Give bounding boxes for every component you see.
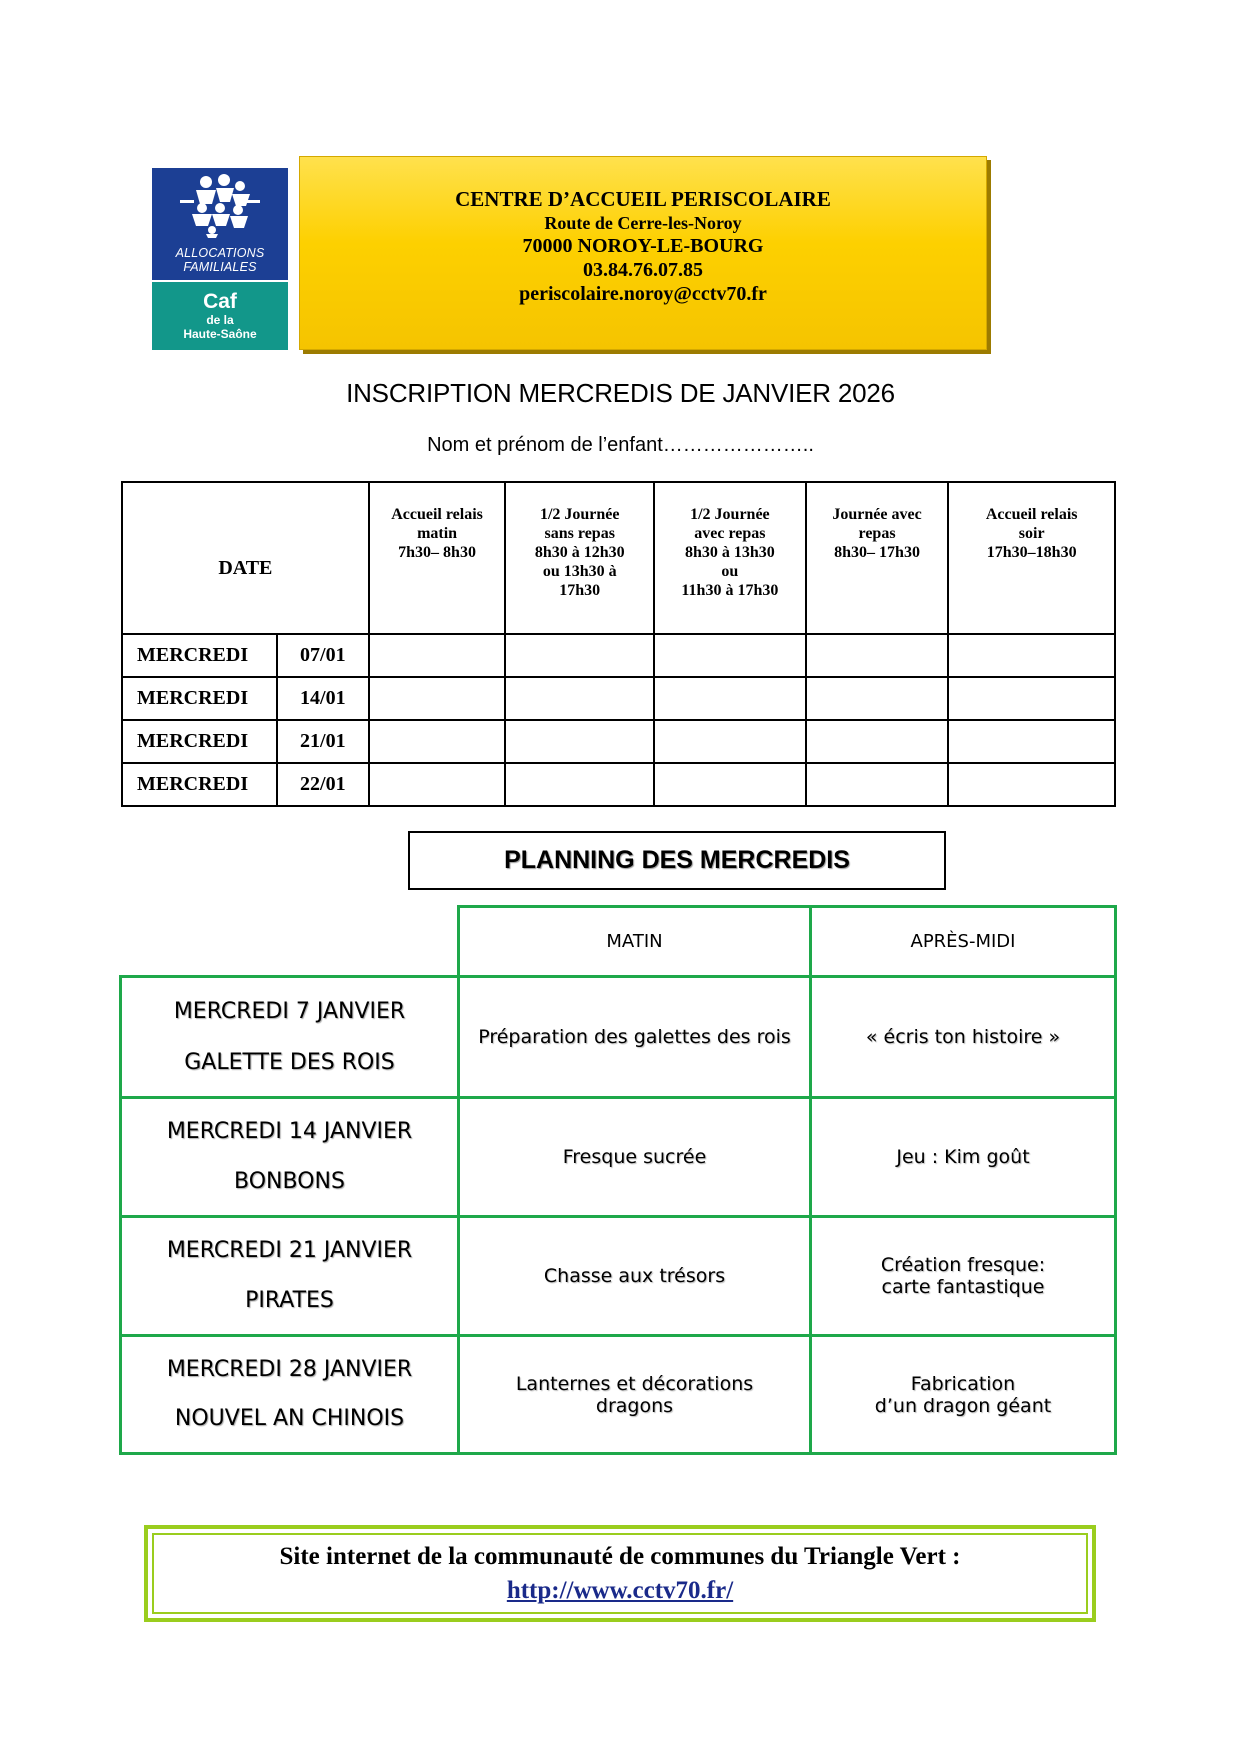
checkbox-cell[interactable] xyxy=(369,677,506,720)
centre-email: periscolaire.noroy@cctv70.fr xyxy=(519,283,767,305)
col-header-journee-avec-repas: Journée avec repas 8h30– 17h30 xyxy=(806,482,949,634)
planning-day-cell xyxy=(119,975,460,1099)
page-title: INSCRIPTION MERCREDIS DE JANVIER 2026 xyxy=(346,378,895,408)
logo-brand-line1: ALLOCATIONS xyxy=(175,246,265,260)
logo-brand-line2: FAMILIALES xyxy=(183,260,257,274)
row-day: MERCREDI xyxy=(122,634,277,677)
website-footer-inner xyxy=(152,1533,1088,1614)
planning-morning-activity: Lanternes et décorations dragons xyxy=(457,1334,812,1455)
planning-afternoon-activity: Fabrication d’un dragon géant xyxy=(809,1334,1117,1455)
row-date: 14/01 xyxy=(277,677,369,720)
checkbox-cell[interactable] xyxy=(505,677,654,720)
logo-top xyxy=(152,168,288,280)
footer-text: Site internet de la communauté de communes du Triangle Vert : xyxy=(279,1542,961,1570)
checkbox-cell[interactable] xyxy=(806,677,949,720)
checkbox-cell[interactable] xyxy=(505,634,654,677)
date-header: DATE xyxy=(122,482,369,634)
row-day: MERCREDI xyxy=(122,763,277,806)
checkbox-cell[interactable] xyxy=(948,720,1115,763)
row-day: MERCREDI xyxy=(122,720,277,763)
planning-day-cell xyxy=(119,1215,460,1337)
planning-header-morning: MATIN xyxy=(457,905,812,978)
checkbox-cell[interactable] xyxy=(369,763,506,806)
checkbox-cell[interactable] xyxy=(369,634,506,677)
website-link[interactable]: http://www.cctv70.fr/ xyxy=(506,1576,734,1604)
inscription-header-row xyxy=(122,482,1115,634)
checkbox-cell[interactable] xyxy=(505,763,654,806)
planning-morning-activity: Fresque sucrée xyxy=(457,1096,812,1218)
planning-day-cell xyxy=(119,1334,460,1455)
checkbox-cell[interactable] xyxy=(948,763,1115,806)
planning-morning-activity: Chasse aux trésors xyxy=(457,1215,812,1337)
planning-theme: GALETTE DES ROIS xyxy=(184,1049,395,1075)
checkbox-cell[interactable] xyxy=(806,763,949,806)
planning-afternoon-activity: Jeu : Kim goût xyxy=(809,1096,1117,1218)
planning-theme: PIRATES xyxy=(245,1288,334,1313)
table-row xyxy=(122,634,1115,677)
row-date: 21/01 xyxy=(277,720,369,763)
logo-bottom xyxy=(152,280,288,350)
row-date: 07/01 xyxy=(277,634,369,677)
inscription-table xyxy=(121,481,1116,807)
planning-theme: BONBONS xyxy=(234,1169,345,1194)
table-row xyxy=(122,720,1115,763)
col-header-accueil-matin: Accueil relais matin 7h30– 8h30 xyxy=(369,482,506,634)
planning-date: MERCREDI 14 JANVIER xyxy=(166,1119,413,1144)
family-figures-icon xyxy=(176,174,264,238)
centre-street: Route de Cerre-les-Noroy xyxy=(544,213,742,233)
planning-date: MERCREDI 21 JANVIER xyxy=(166,1238,413,1263)
planning-title: PLANNING DES MERCREDIS xyxy=(408,831,946,890)
checkbox-cell[interactable] xyxy=(654,677,806,720)
col-header-demi-sans-repas: 1/2 Journée sans repas 8h30 à 12h30 ou 13h30 à 17h30 xyxy=(505,482,654,634)
checkbox-cell[interactable] xyxy=(369,720,506,763)
centre-name: CENTRE D’ACCUEIL PERISCOLAIRE xyxy=(455,187,831,211)
row-date: 22/01 xyxy=(277,763,369,806)
checkbox-cell[interactable] xyxy=(948,634,1115,677)
planning-theme: NOUVEL AN CHINOIS xyxy=(174,1406,405,1432)
checkbox-cell[interactable] xyxy=(806,720,949,763)
caf-logo xyxy=(152,168,288,350)
planning-date: MERCREDI 28 JANVIER xyxy=(166,1356,413,1382)
row-day: MERCREDI xyxy=(122,677,277,720)
centre-address-box xyxy=(299,156,987,350)
centre-phone: 03.84.76.07.85 xyxy=(583,259,703,281)
planning-day-cell xyxy=(119,1096,460,1218)
child-name-field[interactable]: Nom et prénom de l’enfant………………….. xyxy=(427,434,814,456)
planning-header-afternoon: APRÈS-MIDI xyxy=(809,905,1117,978)
logo-caf: Caf xyxy=(203,290,237,313)
planning-afternoon-activity: Création fresque: carte fantastique xyxy=(809,1215,1117,1337)
table-row xyxy=(122,763,1115,806)
checkbox-cell[interactable] xyxy=(654,763,806,806)
planning-afternoon-activity: « écris ton histoire » xyxy=(809,975,1117,1099)
planning-morning-activity: Préparation des galettes des rois xyxy=(457,975,812,1099)
website-footer xyxy=(144,1525,1096,1622)
table-row xyxy=(122,677,1115,720)
planning-table xyxy=(119,905,1117,1455)
checkbox-cell[interactable] xyxy=(948,677,1115,720)
checkbox-cell[interactable] xyxy=(654,634,806,677)
checkbox-cell[interactable] xyxy=(654,720,806,763)
logo-dept-line2: Haute-Saône xyxy=(183,327,257,341)
checkbox-cell[interactable] xyxy=(806,634,949,677)
col-header-accueil-soir: Accueil relais soir 17h30–18h30 xyxy=(948,482,1115,634)
centre-city: 70000 NOROY-LE-BOURG xyxy=(522,235,764,257)
col-header-demi-avec-repas: 1/2 Journée avec repas 8h30 à 13h30 ou 11h30 à 17h30 xyxy=(654,482,806,634)
planning-date: MERCREDI 7 JANVIER xyxy=(173,998,406,1024)
checkbox-cell[interactable] xyxy=(505,720,654,763)
logo-dept-line1: de la xyxy=(206,313,234,327)
